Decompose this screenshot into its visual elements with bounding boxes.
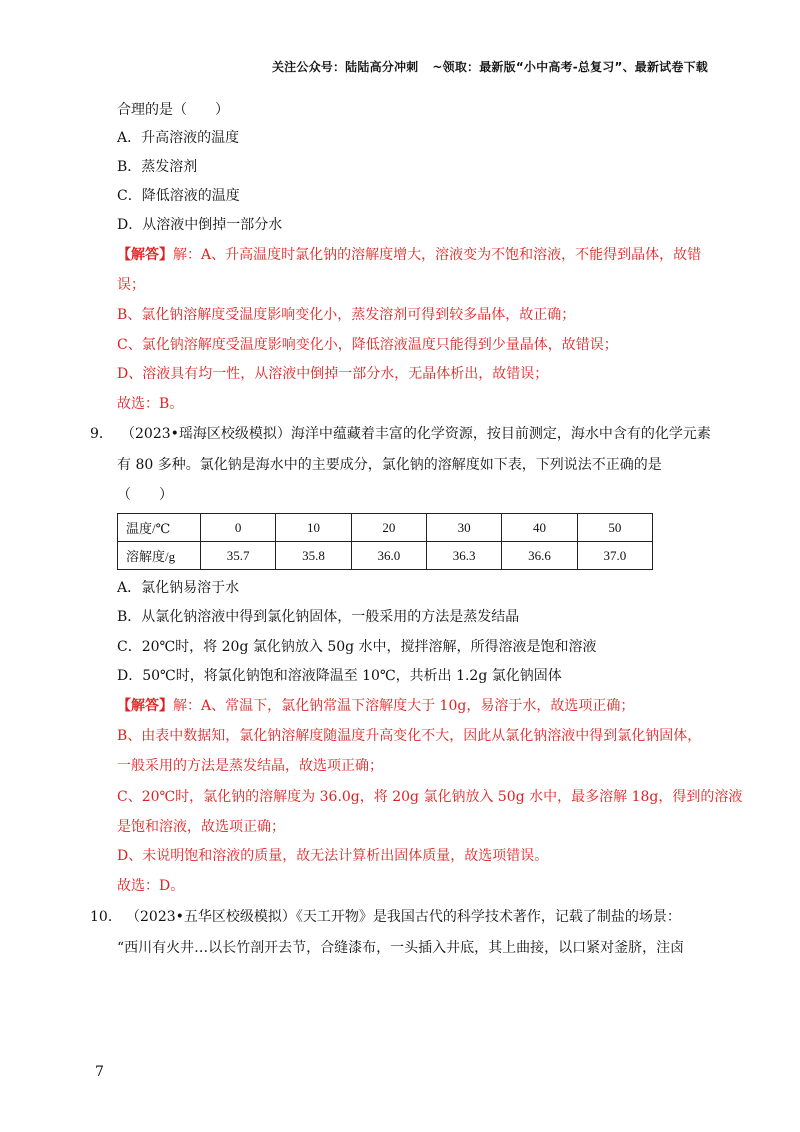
table-cell: 36.0 (351, 542, 426, 570)
table-cell: 0 (201, 514, 276, 542)
q8-answer-tag: 【解答】 (117, 247, 173, 263)
q9-option-b: B．从氯化钠溶液中得到氯化钠固体，一般采用的方法是蒸发结晶 (117, 609, 520, 625)
table-cell: 30 (426, 514, 501, 542)
table-cell: 10 (276, 514, 351, 542)
q8-option-b: B．蒸发溶剂 (117, 159, 198, 175)
q8-answer-line-4: C、氯化钠溶解度受温度影响变化小，降低溶液温度只能得到少量晶体，故错误； (117, 337, 618, 353)
q9-answer-line-4: C、20℃时，氯化钠的溶解度为 36.0g，将 20g 氯化钠放入 50g 水中，最多溶解 18g，得到的溶液 (117, 789, 743, 805)
q8-answer-text-1: 解：A、升高温度时氯化钠的溶解度增大，溶液变为不饱和溶液，不能得到晶体，故错 (173, 247, 702, 263)
header-wechat-text: 关注公众号：陆陆高分冲刺 (271, 60, 419, 74)
q10-stem-line-2: “西川有火井…以长竹剖开去节，合缝漆布，一头插入井底，其上曲接，以口紧对釜脐，注卤 (117, 940, 685, 956)
q10-number: 10． (90, 909, 122, 925)
q8-option-c: C．降低溶液的温度 (117, 188, 240, 204)
q9-answer-tag: 【解答】 (117, 698, 173, 714)
q9-number: 9． (90, 426, 113, 442)
q9-answer-line-3: 一般采用的方法是蒸发结晶，故选项正确； (117, 758, 383, 774)
q8-option-a: A．升高溶液的温度 (117, 130, 240, 146)
q8-answer-line-2: 误； (117, 277, 145, 293)
table-header-solubility: 溶解度/g (118, 542, 201, 570)
q9-answer-line-6: D、未说明饱和溶液的质量，故无法计算析出固体质量，故选项错误。 (117, 848, 549, 864)
q9-stem-line-1: （2023•瑶海区校级模拟）海洋中蕴藏着丰富的化学资源，按目前测定，海水中含有的化学元素 (121, 426, 711, 442)
q8-answer-line-5: D、溶液具有均一性，从溶液中倒掉一部分水，无晶体析出，故错误； (117, 366, 549, 382)
page-header (272, 58, 708, 75)
q9-answer-line-1 (117, 696, 634, 716)
table-cell: 35.7 (201, 542, 276, 570)
solubility-table (117, 513, 653, 570)
q9-option-c: C．20℃时，将 20g 氯化钠放入 50g 水中，搅拌溶解，所得溶液是饱和溶液 (117, 639, 597, 655)
q9-answer-line-5: 是饱和溶液，故选项正确； (117, 819, 285, 835)
page-number: 7 (95, 1064, 104, 1080)
q8-option-d: D．从溶液中倒掉一部分水 (117, 217, 283, 233)
q9-option-d: D．50℃时，将氯化钠饱和溶液降温至 10℃，共析出 1.2g 氯化钠固体 (117, 668, 562, 684)
table-header-temperature: 温度/℃ (118, 514, 201, 542)
q9-answer-line-2: B、由表中数据知，氯化钠溶解度随温度升高变化不大，因此从氯化钠溶液中得到氯化钠固体， (117, 728, 702, 744)
table-row (118, 542, 653, 570)
q9-stem-line-2: 有 80 多种。氯化钠是海水中的主要成分，氯化钠的溶解度如下表，下列说法不正确的是 (117, 457, 662, 473)
q8-conclusion: 故选：B。 (117, 396, 184, 412)
table-cell: 40 (502, 514, 577, 542)
q9-conclusion: 故选：D。 (117, 878, 185, 894)
q9-stem-line-3: （ ） (117, 487, 173, 503)
table-cell: 36.6 (502, 542, 577, 570)
table-cell: 36.3 (426, 542, 501, 570)
table-cell: 37.0 (577, 542, 652, 570)
q8-stem-end: 合理的是（ ） (117, 102, 229, 118)
table-cell: 35.8 (276, 542, 351, 570)
table-cell: 50 (577, 514, 652, 542)
q8-answer-line-3: B、氯化钠溶解度受温度影响变化小，蒸发溶剂可得到较多晶体，故正确； (117, 307, 576, 323)
q10-stem-line-1: （2023•五华区校级模拟）《天工开物》是我国古代的科学技术著作，记载了制盐的场景： (126, 909, 681, 925)
q9-option-a: A．氯化钠易溶于水 (117, 580, 240, 596)
header-download-text: ~领取：最新版“小中高考-总复习”、最新试卷下载 (432, 60, 708, 74)
table-cell: 20 (351, 514, 426, 542)
q9-answer-text-1: 解：A、常温下，氯化钠常温下溶解度大于 10g，易溶于水，故选项正确； (173, 698, 635, 714)
table-row (118, 514, 653, 542)
q8-answer-line-1 (117, 245, 701, 265)
